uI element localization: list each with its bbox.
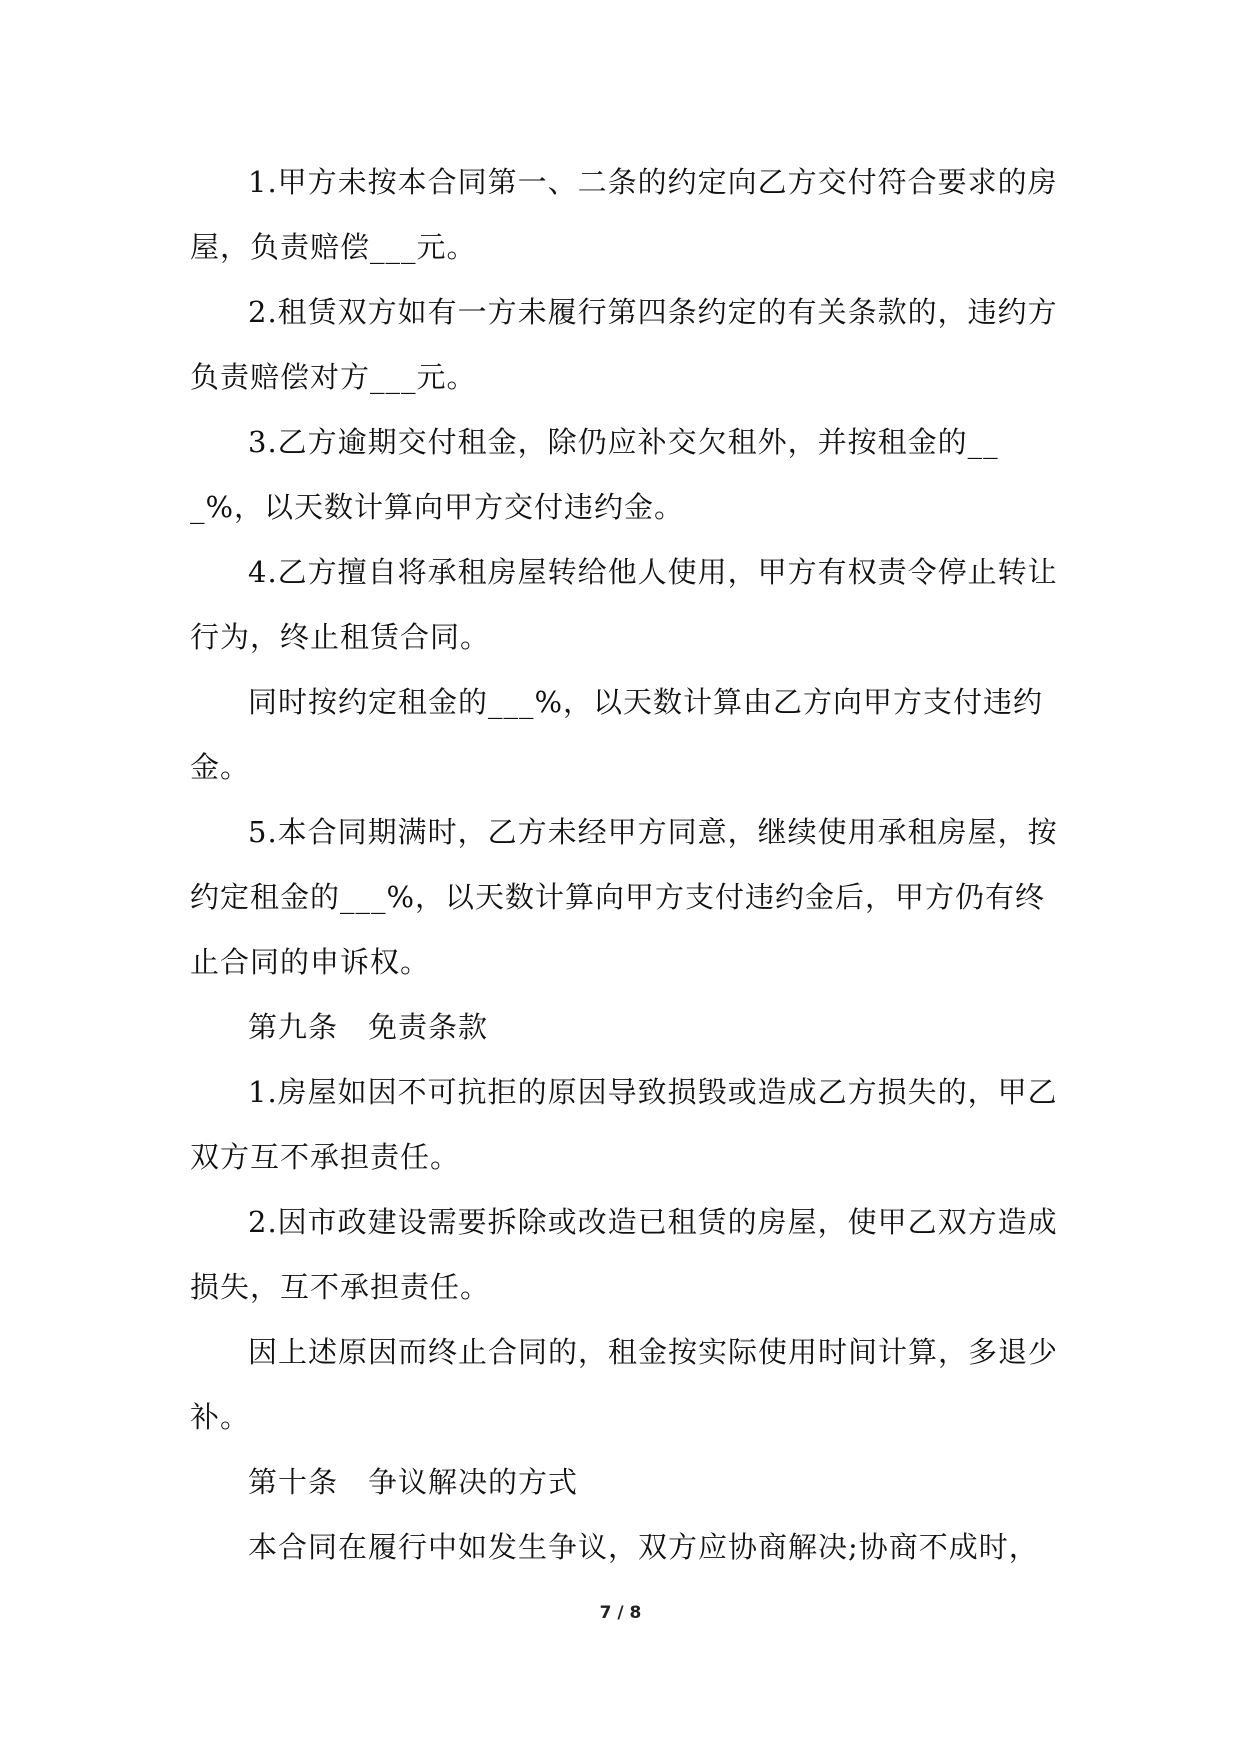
clause-paragraph: 4.乙方擅自将承租房屋转给他人使用，甲方有权责令停止转让行为，终止租赁合同。 [190, 555, 1058, 654]
page-number: 7 / 8 [599, 1603, 642, 1623]
clause-paragraph: 5.本合同期满时，乙方未经甲方同意，继续使用承租房屋，按约定租金的___%，以天数计算向甲方支付违约金后，甲方仍有终止合同的申诉权。 [190, 815, 1058, 979]
clause-paragraph: 同时按约定租金的___%，以天数计算由乙方向甲方支付违约金。 [190, 685, 1044, 784]
clause-paragraph: 3.乙方逾期交付租金，除仍应补交欠租外，并按租金的___%，以天数计算向甲方交付违约金。 [190, 425, 999, 524]
clause-paragraph: 1.房屋如因不可抗拒的原因导致损毁或造成乙方损失的，甲乙双方互不承担责任。 [190, 1075, 1058, 1174]
clause-paragraph: 1.甲方未按本合同第一、二条的约定向乙方交付符合要求的房屋，负责赔偿___元。 [190, 165, 1058, 264]
clause-paragraph: 本合同在履行中如发生争议，双方应协商解决;协商不成时， [248, 1530, 1039, 1564]
clause-paragraph: 因上述原因而终止合同的，租金按实际使用时间计算，多退少补。 [190, 1335, 1059, 1434]
section-heading: 第十条 争议解决的方式 [248, 1465, 579, 1499]
clause-paragraph: 2.租赁双方如有一方未履行第四条约定的有关条款的，违约方负责赔偿对方___元。 [190, 295, 1058, 394]
clause-paragraph: 2.因市政建设需要拆除或改造已租赁的房屋，使甲乙双方造成损失，互不承担责任。 [190, 1205, 1058, 1304]
section-heading: 第九条 免责条款 [248, 1010, 489, 1044]
document-body [190, 150, 1070, 1580]
